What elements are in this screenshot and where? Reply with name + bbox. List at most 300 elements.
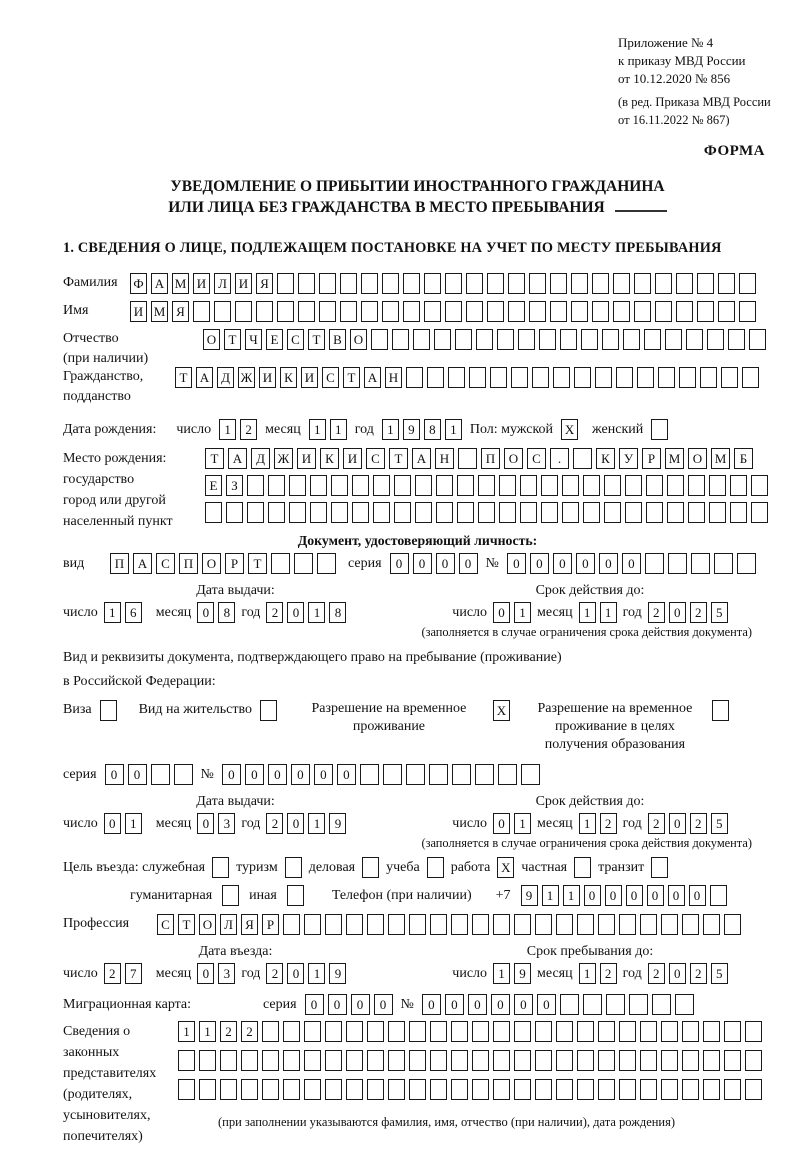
char-cell[interactable]: И xyxy=(130,301,147,322)
char-cell[interactable] xyxy=(325,914,342,935)
char-cell[interactable]: 0 xyxy=(105,764,124,785)
char-cell[interactable] xyxy=(598,1050,615,1071)
char-cell[interactable]: К xyxy=(596,448,615,469)
char-cell[interactable] xyxy=(493,1021,510,1042)
char-cell[interactable]: Н xyxy=(435,448,454,469)
char-cell[interactable] xyxy=(712,700,729,721)
char-cell[interactable]: О xyxy=(199,914,216,935)
char-cell[interactable] xyxy=(539,329,556,350)
char-cell[interactable] xyxy=(514,914,531,935)
char-cell[interactable]: И xyxy=(235,273,252,294)
char-cell[interactable] xyxy=(174,764,193,785)
char-cell[interactable]: 1 xyxy=(579,963,596,984)
char-cell[interactable]: Т xyxy=(224,329,241,350)
char-cell[interactable] xyxy=(319,301,336,322)
permit-valid-month-cells[interactable] xyxy=(579,813,617,834)
char-cell[interactable]: 0 xyxy=(245,764,264,785)
char-cell[interactable] xyxy=(178,1079,195,1100)
char-cell[interactable] xyxy=(658,367,675,388)
char-cell[interactable] xyxy=(424,273,441,294)
char-cell[interactable]: 5 xyxy=(711,602,728,623)
char-cell[interactable] xyxy=(688,475,705,496)
char-cell[interactable] xyxy=(283,914,300,935)
char-cell[interactable] xyxy=(346,1079,363,1100)
char-cell[interactable]: 2 xyxy=(266,813,283,834)
char-cell[interactable]: 0 xyxy=(197,963,214,984)
sex-male-checkbox[interactable] xyxy=(561,419,578,440)
char-cell[interactable] xyxy=(466,273,483,294)
char-cell[interactable] xyxy=(724,1079,741,1100)
char-cell[interactable]: 0 xyxy=(287,963,304,984)
char-cell[interactable] xyxy=(304,914,321,935)
char-cell[interactable] xyxy=(298,273,315,294)
char-cell[interactable]: 0 xyxy=(493,813,510,834)
char-cell[interactable] xyxy=(541,475,558,496)
char-cell[interactable]: 2 xyxy=(220,1021,237,1042)
char-cell[interactable] xyxy=(682,914,699,935)
surname-cells[interactable] xyxy=(130,273,756,294)
char-cell[interactable]: Л xyxy=(214,273,231,294)
char-cell[interactable] xyxy=(415,475,432,496)
char-cell[interactable] xyxy=(451,1079,468,1100)
char-cell[interactable] xyxy=(535,1021,552,1042)
char-cell[interactable]: 5 xyxy=(711,963,728,984)
permit-issue-day-cells[interactable] xyxy=(104,813,142,834)
stay-year-cells[interactable] xyxy=(648,963,728,984)
char-cell[interactable] xyxy=(535,914,552,935)
char-cell[interactable]: 0 xyxy=(422,994,441,1015)
char-cell[interactable]: 0 xyxy=(390,553,409,574)
char-cell[interactable] xyxy=(430,914,447,935)
char-cell[interactable] xyxy=(562,475,579,496)
legal-reps-row3-cells[interactable] xyxy=(178,1079,762,1100)
stay-day-cells[interactable] xyxy=(493,963,531,984)
char-cell[interactable] xyxy=(521,764,540,785)
char-cell[interactable]: X xyxy=(497,857,514,878)
char-cell[interactable]: 1 xyxy=(542,885,559,906)
char-cell[interactable] xyxy=(262,1079,279,1100)
char-cell[interactable] xyxy=(749,329,766,350)
char-cell[interactable]: Я xyxy=(241,914,258,935)
char-cell[interactable] xyxy=(560,994,579,1015)
char-cell[interactable] xyxy=(429,764,448,785)
char-cell[interactable]: Д xyxy=(217,367,234,388)
char-cell[interactable] xyxy=(577,1021,594,1042)
char-cell[interactable] xyxy=(511,367,528,388)
char-cell[interactable] xyxy=(360,764,379,785)
char-cell[interactable]: К xyxy=(320,448,339,469)
char-cell[interactable] xyxy=(289,502,306,523)
char-cell[interactable] xyxy=(604,475,621,496)
char-cell[interactable] xyxy=(625,475,642,496)
char-cell[interactable] xyxy=(445,273,462,294)
char-cell[interactable] xyxy=(241,1079,258,1100)
char-cell[interactable]: А xyxy=(196,367,213,388)
char-cell[interactable] xyxy=(592,273,609,294)
char-cell[interactable] xyxy=(262,1050,279,1071)
char-cell[interactable] xyxy=(518,329,535,350)
char-cell[interactable] xyxy=(604,502,621,523)
char-cell[interactable] xyxy=(535,1050,552,1071)
char-cell[interactable] xyxy=(751,475,768,496)
char-cell[interactable] xyxy=(556,1021,573,1042)
char-cell[interactable] xyxy=(529,301,546,322)
char-cell[interactable]: 2 xyxy=(690,963,707,984)
citizenship-cells[interactable] xyxy=(175,367,759,388)
char-cell[interactable] xyxy=(388,1050,405,1071)
char-cell[interactable]: Я xyxy=(172,301,189,322)
char-cell[interactable]: П xyxy=(179,553,198,574)
char-cell[interactable] xyxy=(721,367,738,388)
char-cell[interactable] xyxy=(682,1021,699,1042)
char-cell[interactable] xyxy=(457,475,474,496)
char-cell[interactable] xyxy=(382,273,399,294)
char-cell[interactable] xyxy=(562,502,579,523)
char-cell[interactable]: Т xyxy=(175,367,192,388)
char-cell[interactable] xyxy=(268,475,285,496)
char-cell[interactable] xyxy=(235,301,252,322)
char-cell[interactable]: 0 xyxy=(104,813,121,834)
char-cell[interactable] xyxy=(661,1050,678,1071)
char-cell[interactable] xyxy=(645,553,664,574)
char-cell[interactable] xyxy=(556,914,573,935)
char-cell[interactable] xyxy=(651,857,668,878)
char-cell[interactable] xyxy=(346,914,363,935)
char-cell[interactable] xyxy=(346,1021,363,1042)
char-cell[interactable] xyxy=(535,1079,552,1100)
char-cell[interactable] xyxy=(493,914,510,935)
char-cell[interactable]: Ж xyxy=(274,448,293,469)
char-cell[interactable]: 1 xyxy=(308,963,325,984)
char-cell[interactable] xyxy=(406,367,423,388)
char-cell[interactable] xyxy=(710,885,727,906)
char-cell[interactable] xyxy=(598,1079,615,1100)
char-cell[interactable] xyxy=(451,1050,468,1071)
char-cell[interactable] xyxy=(508,301,525,322)
char-cell[interactable] xyxy=(581,329,598,350)
char-cell[interactable] xyxy=(574,857,591,878)
char-cell[interactable] xyxy=(226,502,243,523)
id-valid-month-cells[interactable] xyxy=(579,602,617,623)
char-cell[interactable]: 8 xyxy=(424,419,441,440)
char-cell[interactable]: 0 xyxy=(459,553,478,574)
char-cell[interactable] xyxy=(388,1079,405,1100)
char-cell[interactable] xyxy=(325,1079,342,1100)
char-cell[interactable] xyxy=(317,553,336,574)
char-cell[interactable] xyxy=(340,273,357,294)
char-cell[interactable]: А xyxy=(151,273,168,294)
char-cell[interactable] xyxy=(682,1079,699,1100)
char-cell[interactable] xyxy=(448,367,465,388)
char-cell[interactable] xyxy=(598,914,615,935)
char-cell[interactable] xyxy=(640,1050,657,1071)
char-cell[interactable] xyxy=(661,1021,678,1042)
char-cell[interactable]: Т xyxy=(205,448,224,469)
char-cell[interactable] xyxy=(294,553,313,574)
char-cell[interactable]: И xyxy=(193,273,210,294)
char-cell[interactable] xyxy=(619,1079,636,1100)
char-cell[interactable] xyxy=(651,419,668,440)
char-cell[interactable]: 0 xyxy=(514,994,533,1015)
char-cell[interactable] xyxy=(675,994,694,1015)
char-cell[interactable] xyxy=(532,367,549,388)
char-cell[interactable] xyxy=(700,367,717,388)
char-cell[interactable] xyxy=(457,502,474,523)
purpose-official-checkbox[interactable] xyxy=(212,857,229,878)
stay-month-cells[interactable] xyxy=(579,963,617,984)
char-cell[interactable] xyxy=(430,1050,447,1071)
char-cell[interactable] xyxy=(277,301,294,322)
char-cell[interactable] xyxy=(703,1050,720,1071)
char-cell[interactable]: С xyxy=(287,329,304,350)
char-cell[interactable] xyxy=(686,329,703,350)
char-cell[interactable] xyxy=(498,764,517,785)
char-cell[interactable] xyxy=(619,914,636,935)
char-cell[interactable] xyxy=(434,329,451,350)
char-cell[interactable]: 1 xyxy=(493,963,510,984)
char-cell[interactable]: 1 xyxy=(514,602,531,623)
char-cell[interactable] xyxy=(287,885,304,906)
char-cell[interactable]: Д xyxy=(251,448,270,469)
char-cell[interactable] xyxy=(661,1079,678,1100)
doc-series-cells[interactable] xyxy=(390,553,478,574)
char-cell[interactable]: X xyxy=(493,700,510,721)
char-cell[interactable]: 1 xyxy=(445,419,462,440)
char-cell[interactable]: 1 xyxy=(563,885,580,906)
char-cell[interactable] xyxy=(458,448,477,469)
char-cell[interactable]: 0 xyxy=(436,553,455,574)
char-cell[interactable] xyxy=(592,301,609,322)
char-cell[interactable] xyxy=(571,301,588,322)
char-cell[interactable]: 0 xyxy=(351,994,370,1015)
char-cell[interactable] xyxy=(475,764,494,785)
char-cell[interactable] xyxy=(583,994,602,1015)
char-cell[interactable] xyxy=(478,475,495,496)
char-cell[interactable] xyxy=(285,857,302,878)
char-cell[interactable]: 2 xyxy=(690,813,707,834)
char-cell[interactable]: 3 xyxy=(218,813,235,834)
char-cell[interactable] xyxy=(409,1079,426,1100)
char-cell[interactable] xyxy=(655,301,672,322)
char-cell[interactable] xyxy=(325,1021,342,1042)
char-cell[interactable]: 0 xyxy=(128,764,147,785)
char-cell[interactable] xyxy=(478,502,495,523)
char-cell[interactable]: М xyxy=(151,301,168,322)
char-cell[interactable]: Т xyxy=(308,329,325,350)
id-issue-month-cells[interactable] xyxy=(197,602,235,623)
char-cell[interactable] xyxy=(409,1050,426,1071)
char-cell[interactable] xyxy=(388,1021,405,1042)
char-cell[interactable] xyxy=(352,502,369,523)
char-cell[interactable] xyxy=(730,475,747,496)
char-cell[interactable] xyxy=(598,1021,615,1042)
char-cell[interactable]: 1 xyxy=(330,419,347,440)
char-cell[interactable] xyxy=(707,329,724,350)
char-cell[interactable] xyxy=(352,475,369,496)
char-cell[interactable]: 1 xyxy=(308,813,325,834)
char-cell[interactable]: И xyxy=(259,367,276,388)
char-cell[interactable]: Р xyxy=(225,553,244,574)
char-cell[interactable] xyxy=(394,475,411,496)
char-cell[interactable] xyxy=(283,1050,300,1071)
char-cell[interactable] xyxy=(682,1050,699,1071)
char-cell[interactable] xyxy=(514,1021,531,1042)
phone-cells[interactable] xyxy=(521,885,727,906)
char-cell[interactable]: 0 xyxy=(468,994,487,1015)
doc-type-cells[interactable] xyxy=(110,553,336,574)
char-cell[interactable]: 0 xyxy=(668,885,685,906)
char-cell[interactable] xyxy=(676,273,693,294)
char-cell[interactable] xyxy=(325,1050,342,1071)
id-issue-day-cells[interactable] xyxy=(104,602,142,623)
char-cell[interactable]: Ч xyxy=(245,329,262,350)
char-cell[interactable] xyxy=(619,1050,636,1071)
char-cell[interactable] xyxy=(739,301,756,322)
char-cell[interactable]: С xyxy=(157,914,174,935)
char-cell[interactable] xyxy=(703,914,720,935)
char-cell[interactable] xyxy=(331,475,348,496)
char-cell[interactable]: З xyxy=(226,475,243,496)
char-cell[interactable] xyxy=(310,502,327,523)
char-cell[interactable] xyxy=(571,273,588,294)
birth-month-cells[interactable] xyxy=(309,419,347,440)
char-cell[interactable] xyxy=(745,1050,762,1071)
char-cell[interactable] xyxy=(247,475,264,496)
char-cell[interactable] xyxy=(499,502,516,523)
char-cell[interactable] xyxy=(550,301,567,322)
char-cell[interactable] xyxy=(667,475,684,496)
char-cell[interactable] xyxy=(367,1079,384,1100)
char-cell[interactable] xyxy=(247,502,264,523)
char-cell[interactable]: 0 xyxy=(491,994,510,1015)
char-cell[interactable] xyxy=(520,475,537,496)
char-cell[interactable]: Я xyxy=(256,273,273,294)
char-cell[interactable]: М xyxy=(711,448,730,469)
char-cell[interactable]: К xyxy=(280,367,297,388)
char-cell[interactable]: И xyxy=(343,448,362,469)
char-cell[interactable]: 1 xyxy=(104,602,121,623)
char-cell[interactable]: 0 xyxy=(626,885,643,906)
char-cell[interactable] xyxy=(212,857,229,878)
char-cell[interactable] xyxy=(199,1079,216,1100)
char-cell[interactable] xyxy=(583,475,600,496)
profession-cells[interactable] xyxy=(157,914,741,935)
char-cell[interactable]: 2 xyxy=(648,602,665,623)
char-cell[interactable] xyxy=(691,553,710,574)
char-cell[interactable] xyxy=(745,1021,762,1042)
entry-year-cells[interactable] xyxy=(266,963,346,984)
char-cell[interactable]: 0 xyxy=(445,994,464,1015)
char-cell[interactable]: 6 xyxy=(125,602,142,623)
char-cell[interactable] xyxy=(367,1021,384,1042)
char-cell[interactable]: 0 xyxy=(374,994,393,1015)
char-cell[interactable] xyxy=(577,914,594,935)
char-cell[interactable]: 0 xyxy=(197,602,214,623)
char-cell[interactable]: 1 xyxy=(600,602,617,623)
char-cell[interactable]: Л xyxy=(220,914,237,935)
char-cell[interactable] xyxy=(262,1021,279,1042)
char-cell[interactable] xyxy=(367,1050,384,1071)
char-cell[interactable]: 1 xyxy=(178,1021,195,1042)
char-cell[interactable]: И xyxy=(297,448,316,469)
char-cell[interactable] xyxy=(220,1050,237,1071)
char-cell[interactable] xyxy=(406,764,425,785)
char-cell[interactable]: 8 xyxy=(218,602,235,623)
char-cell[interactable] xyxy=(361,273,378,294)
char-cell[interactable] xyxy=(634,301,651,322)
permit-valid-day-cells[interactable] xyxy=(493,813,531,834)
char-cell[interactable]: 2 xyxy=(266,963,283,984)
birth-place-row3-cells[interactable] xyxy=(205,502,768,523)
char-cell[interactable] xyxy=(751,502,768,523)
patronymic-cells[interactable] xyxy=(203,329,766,350)
char-cell[interactable]: 0 xyxy=(493,602,510,623)
temp-residence-checkbox[interactable] xyxy=(493,700,510,721)
char-cell[interactable] xyxy=(634,273,651,294)
char-cell[interactable] xyxy=(427,367,444,388)
visa-checkbox[interactable] xyxy=(100,700,117,721)
char-cell[interactable] xyxy=(151,764,170,785)
char-cell[interactable]: 0 xyxy=(222,764,241,785)
char-cell[interactable]: 9 xyxy=(514,963,531,984)
char-cell[interactable]: 0 xyxy=(689,885,706,906)
char-cell[interactable] xyxy=(745,1079,762,1100)
char-cell[interactable] xyxy=(718,273,735,294)
char-cell[interactable]: 1 xyxy=(219,419,236,440)
char-cell[interactable]: 2 xyxy=(600,963,617,984)
char-cell[interactable] xyxy=(373,475,390,496)
char-cell[interactable]: 0 xyxy=(314,764,333,785)
char-cell[interactable]: 0 xyxy=(287,602,304,623)
char-cell[interactable] xyxy=(499,475,516,496)
id-valid-year-cells[interactable] xyxy=(648,602,728,623)
char-cell[interactable] xyxy=(640,1021,657,1042)
char-cell[interactable]: 9 xyxy=(329,813,346,834)
id-issue-year-cells[interactable] xyxy=(266,602,346,623)
char-cell[interactable] xyxy=(520,502,537,523)
char-cell[interactable] xyxy=(709,475,726,496)
char-cell[interactable]: 1 xyxy=(514,813,531,834)
char-cell[interactable]: 2 xyxy=(241,1021,258,1042)
char-cell[interactable]: 1 xyxy=(125,813,142,834)
char-cell[interactable]: 0 xyxy=(507,553,526,574)
char-cell[interactable] xyxy=(667,502,684,523)
char-cell[interactable] xyxy=(629,994,648,1015)
char-cell[interactable]: 2 xyxy=(240,419,257,440)
char-cell[interactable]: Т xyxy=(248,553,267,574)
char-cell[interactable] xyxy=(728,329,745,350)
char-cell[interactable] xyxy=(413,329,430,350)
char-cell[interactable] xyxy=(271,553,290,574)
legal-reps-row1-cells[interactable] xyxy=(178,1021,762,1042)
char-cell[interactable] xyxy=(646,475,663,496)
char-cell[interactable] xyxy=(388,914,405,935)
char-cell[interactable] xyxy=(613,301,630,322)
char-cell[interactable] xyxy=(616,367,633,388)
permit-number-cells[interactable] xyxy=(222,764,540,785)
char-cell[interactable]: 1 xyxy=(579,813,596,834)
char-cell[interactable]: Ф xyxy=(130,273,147,294)
char-cell[interactable] xyxy=(487,301,504,322)
char-cell[interactable] xyxy=(640,914,657,935)
char-cell[interactable] xyxy=(613,273,630,294)
char-cell[interactable] xyxy=(394,502,411,523)
char-cell[interactable]: С xyxy=(322,367,339,388)
char-cell[interactable] xyxy=(556,1050,573,1071)
char-cell[interactable] xyxy=(742,367,759,388)
char-cell[interactable]: А xyxy=(364,367,381,388)
sex-female-checkbox[interactable] xyxy=(651,419,668,440)
